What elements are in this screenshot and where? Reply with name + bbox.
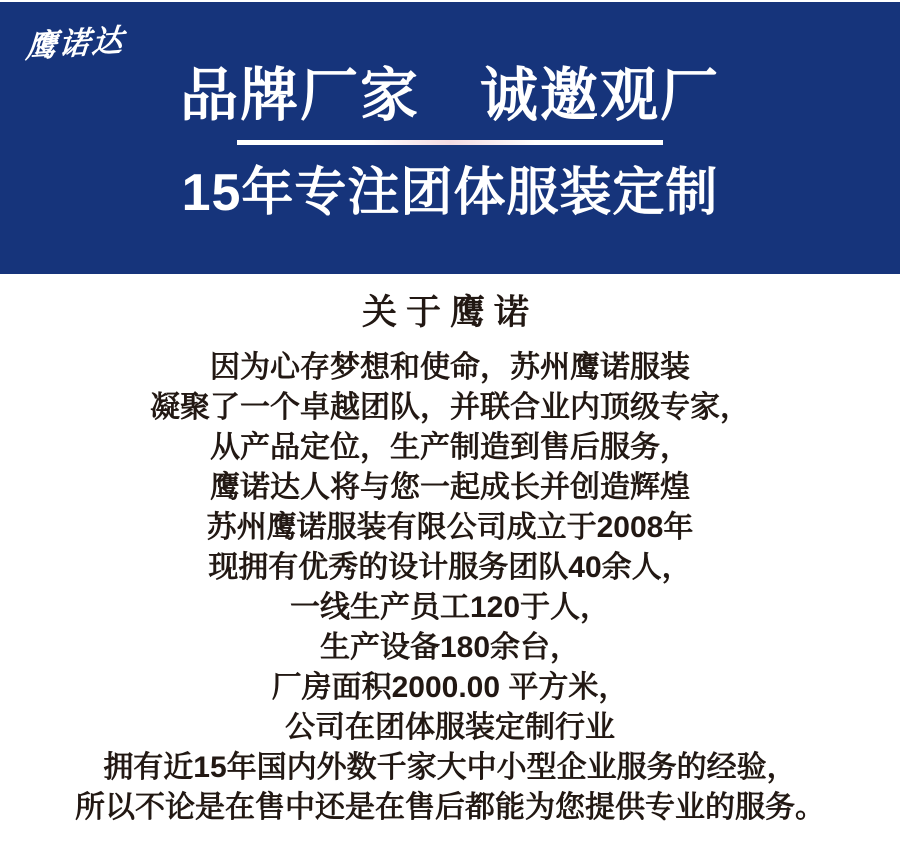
about-line: 厂房面积2000.00 平方米， [271,671,629,704]
about-line: 一线生产员工120于人， [289,591,611,624]
banner [0,2,900,274]
about-section [0,274,900,828]
about-line: 公司在团体服装定制行业 [285,711,615,744]
about-line: 所以不论是在售中还是在售后都能为您提供专业的服务。 [75,791,825,824]
banner-subtitle: 15年专注团体服装定制 [181,164,719,222]
about-line: 鹰诺达人将与您一起成长并创造辉煌 [210,471,690,504]
about-line: 苏州鹰诺服装有限公司成立于2008年 [206,511,694,544]
about-text [0,348,900,828]
banner-title: 品牌厂家 诚邀观厂 [179,63,720,128]
about-heading: 关于鹰诺 [361,293,538,332]
about-line: 从产品定位，生产制造到售后服务， [210,431,690,464]
brand-logo: 鹰诺达 [24,22,126,65]
about-line: 生产设备180余台， [319,631,581,664]
about-line: 现拥有优秀的设计服务团队40余人， [208,551,692,584]
about-line: 拥有近15年国内外数千家大中小型企业服务的经验， [103,751,797,784]
about-line: 因为心存梦想和使命，苏州鹰诺服装 [210,351,690,384]
about-line: 凝聚了一个卓越团队，并联合业内顶级专家， [150,391,750,424]
